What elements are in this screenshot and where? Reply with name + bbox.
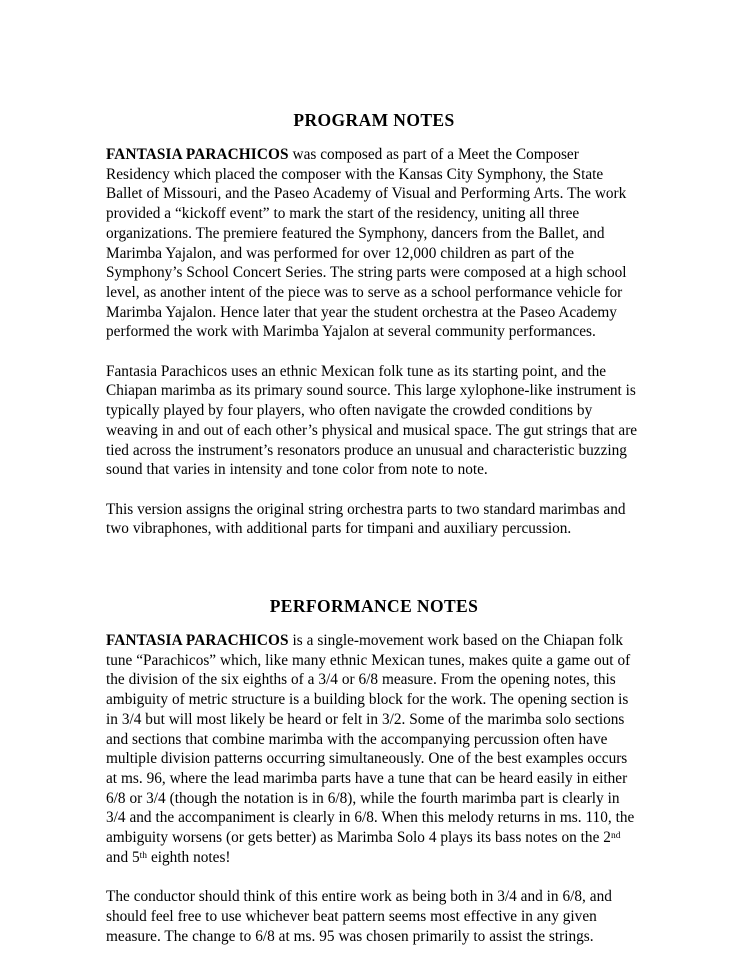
paragraph-text: was composed as part of a Meet the Composer Residency which placed the composer with the Kansas City Symphony, the State Ballet of Missouri, and the Paseo Academy of Visual and Performing Arts. The work provided a “kickoff event” to mark the start of the residency, uniting all three organizations. The premiere featured the Symphony, dancers from the Ballet, and Marimba Yajalon, and was performed for over 12,000 children as part of the Symphony’s School Concert Series. The string parts were composed at a high school level, as another intent of the piece was to serve as a school performance vehicle for Marimba Yajalon. Hence later that year the student orchestra at the Paseo Academy performed the work with Marimba Yajalon at several community performances. (106, 146, 627, 341)
paragraph-spacer (106, 342, 642, 362)
superscript-ordinal-second: nd (610, 831, 621, 842)
page-title-performance-notes: PERFORMANCE NOTES (269, 596, 479, 617)
paragraph-program-3 (106, 500, 642, 539)
heading-spacer (106, 616, 642, 631)
paragraph-program-1 (106, 145, 642, 342)
paragraph-performance-1 (106, 631, 642, 867)
paragraph-spacer (106, 867, 642, 887)
paragraph-lead-in: FANTASIA PARACHICOS (106, 632, 289, 650)
paragraph-text: Fantasia Parachicos uses an ethnic Mexican folk tune as its starting point, and the Chiapan marimba as its primary sound source. This large xylophone-like instrument is typically played by four players, who often navigate the crowded conditions by weaving in and out of each other’s physical and musical space. The gut strings that are tied across the instrument’s resonators produce an unusual and characteristic buzzing sound that varies in intensity and tone color from note to note. (106, 362, 638, 479)
paragraph-text: This version assigns the original string orchestra parts to two standard marimbas and two vibraphones, with additional parts for timpani and auxiliary percussion. (106, 500, 626, 538)
superscript-ordinal-fifth: th (139, 850, 148, 861)
page-title-program-notes: PROGRAM NOTES (293, 110, 455, 130)
paragraph-spacer (106, 480, 642, 500)
heading-spacer (106, 130, 642, 145)
paragraph-program-2 (106, 362, 642, 480)
ordinal-connector: and 5 (106, 848, 140, 866)
paragraph-tail-text: eighth notes! (147, 848, 231, 866)
paragraph-performance-2 (106, 887, 642, 946)
section-spacer (106, 539, 642, 572)
paragraph-text: The conductor should think of this entire work as being both in 3/4 and in 6/8, and should feel free to use whichever beat pattern seems most effective in any given measure. The change to 6/8 at ms. 95 was chosen primarily to assist the strings. (106, 888, 612, 945)
page-content (106, 0, 642, 946)
paragraph-text: is a single-movement work based on the Chiapan folk tune “Parachicos” which, like many ethnic Mexican tunes, makes quite a game out of the division of the six eighths of a 3/4 or 6/8 measure. From the opening notes, this ambiguity of metric structure is a building block for the work. The opening section is in 3/4 but will most likely be heard or felt in 3/2. Some of the marimba solo sections and sections that combine marimba with the accompanying percussion often have multiple division patterns occurring simultaneously. One of the best examples occurs at ms. 96, where the lead marimba parts have a tune that can be heard easily in either 6/8 or 3/4 (though the notation is in 6/8), while the fourth marimba part is clearly in 3/4 and the accompaniment is clearly in 6/8. When this melody returns in ms. 110, the ambiguity worsens (or gets better) as Marimba Solo 4 plays its bass notes on the 2 (106, 632, 635, 847)
paragraph-lead-in: FANTASIA PARACHICOS (106, 146, 289, 163)
